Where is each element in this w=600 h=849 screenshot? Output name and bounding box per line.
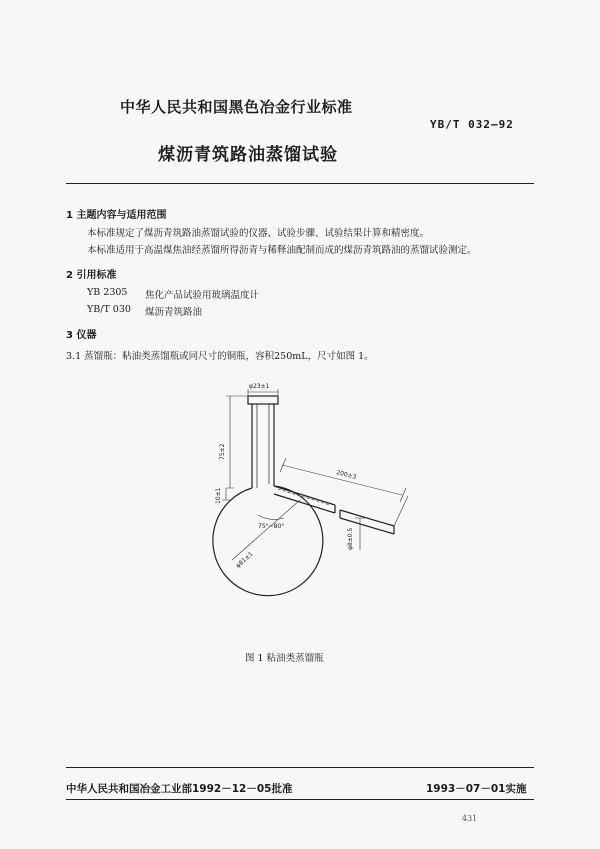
flask-bulb bbox=[213, 486, 323, 596]
section-1-paragraph-1: 本标准规定了煤沥青筑路油蒸馏试验的仪器、试验步骤、试验结果计算和精密度。 bbox=[87, 228, 430, 239]
figure-caption: 图 1 粘油类蒸馏瓶 bbox=[245, 653, 324, 664]
dim-neck-diameter: φ23±1 bbox=[249, 383, 270, 390]
footer-rule bbox=[66, 767, 534, 768]
section-1-heading: 1 主题内容与适用范围 bbox=[66, 210, 167, 221]
section-2-heading: 2 引用标准 bbox=[66, 270, 117, 281]
footer-rule-bottom bbox=[66, 799, 534, 800]
section-3-heading: 3 仪器 bbox=[66, 330, 97, 341]
issuing-organization: 中华人民共和国黑色冶金行业标准 bbox=[120, 98, 353, 116]
dim-height: 75±2 bbox=[219, 443, 226, 460]
flask-rim bbox=[248, 396, 278, 404]
flask-neck bbox=[252, 404, 274, 488]
flask-neck-inner bbox=[257, 404, 269, 488]
reference-1-title: 焦化产品试验用玻璃温度计 bbox=[145, 290, 260, 301]
dim-bulb-diameter: φ81±1 bbox=[234, 550, 255, 570]
section-1-paragraph-2: 本标准适用于高温煤焦油经蒸馏所得沥青与稀释油配制而成的煤沥青筑路油的蒸馏试验测定。 bbox=[87, 245, 477, 256]
dim-arm-length: 200±3 bbox=[335, 469, 357, 481]
section-3-item-1: 3.1 蒸馏瓶：粘油类蒸馏瓶或同尺寸的铜瓶，容积250mL，尺寸如图 1。 bbox=[66, 351, 374, 362]
approval-statement: 中华人民共和国冶金工业部1992－12－05批准 bbox=[66, 783, 293, 795]
implementation-date: 1993－07－01实施 bbox=[426, 783, 527, 795]
document-title: 煤沥青筑路油蒸馏试验 bbox=[158, 145, 338, 165]
dim-angle: 75°~80° bbox=[258, 523, 285, 530]
page-number: 431 bbox=[462, 814, 478, 823]
reference-2-title: 煤沥青筑路油 bbox=[145, 307, 203, 318]
dim-tube-diameter: φ8±0.5 bbox=[347, 527, 354, 550]
reference-2-code: YB/T 030 bbox=[87, 304, 131, 315]
dim-side: 10±1 bbox=[215, 487, 222, 504]
reference-1-code: YB 2305 bbox=[87, 287, 128, 298]
standard-code: YB/T 032—92 bbox=[430, 118, 514, 131]
